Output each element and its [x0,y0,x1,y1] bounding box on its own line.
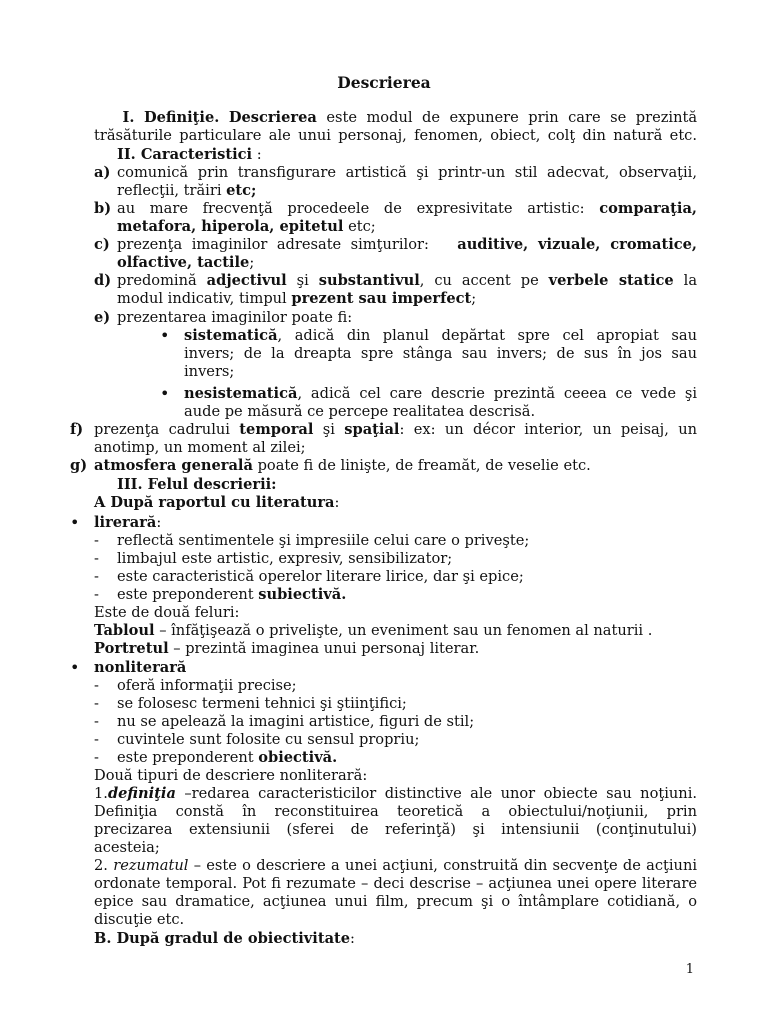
nonliterary-label: nonliterară [94,659,187,676]
kinds-line: Este de două feluri: [94,604,240,621]
item-label-f: f) [70,421,84,438]
page-number: 1 [685,962,694,977]
dash-marker: - [94,586,99,603]
list-item: este caracteristică operelor literare lirice, dar şi epice; [117,568,524,585]
item-label-e: e) [94,309,111,326]
bullet-icon: • [70,513,80,532]
definition-heading: Definiţie. [143,109,220,126]
section-number: I. [122,109,135,126]
dash-marker: - [94,695,99,712]
definition-line-2: trăsăturile particulare ale unui personaj, fenomen, obiect, colţ din natură etc. [94,127,697,144]
item-g-line-1: atmosfera generală poate fi de linişte, de freamăt, de veselie etc. [94,457,591,474]
item-e-line-1: prezentarea imaginilor poate fi: [117,309,353,326]
bullet-nesistematica-line-2: aude pe măsură ce percepe realitatea descrisă. [184,403,536,420]
dash-marker: - [94,532,99,549]
subheading-a: A După raportul cu literatura: [94,494,340,511]
bullet-sistematica-line-2: invers; de la dreapta spre stânga sau invers; de sus în jos sau [184,345,697,362]
portret-line: Portretul – prezintă imaginea unui personaj literar. [94,640,480,657]
definition-term: Descrierea [228,109,317,126]
dash-marker: - [94,731,99,748]
item-b-line-1: au mare frecvenţă procedeele de expresivitate artistic: comparaţia, [117,200,697,217]
definition-line-1 [94,109,697,127]
item-label-d: d) [94,272,112,289]
dash-marker: - [94,550,99,567]
summary-type-line-4: discuţie etc. [94,911,185,928]
bullet-nesistematica-line-1: nesistematică, adică cel care descrie prezintă ceeea ce vede şi [184,385,697,402]
list-item: limbajul este artistic, expresiv, sensibilizator; [117,550,453,567]
tablou-line: Tabloul – înfăţişează o privelişte, un eveniment sau un fenomen al naturii . [94,622,653,639]
summary-type-line-3: epice sau dramatice, acţiunea unui film, precum şi o întâmplare cotidiană, o [94,893,697,910]
page-title: Descrierea [337,73,431,92]
item-d-line-2: modul indicativ, timpul prezent sau imperfect; [117,290,477,307]
item-label-a: a) [94,164,111,181]
item-c-line-1: prezenţa imaginilor adresate simţurilor: auditive, vizuale, cromatice, [117,236,697,253]
list-item: oferă informaţii precise; [117,677,297,694]
bullet-sistematica-line-3: invers; [184,363,235,380]
item-label-b: b) [94,200,112,217]
definition-type-line-1: 1.definiţia –redarea caracteristicilor distinctive ale unor obiecte sau noţiuni. [94,785,697,802]
list-item: reflectă sentimentele şi impresiile celui care o priveşte; [117,532,530,549]
list-item: este preponderent subiectivă. [117,586,347,603]
summary-type-line-1: 2. rezumatul – este o descriere a unei acţiuni, construită din secvenţe de acţiuni [94,857,698,874]
item-c-line-2: olfactive, tactile; [117,254,255,271]
bullet-icon: • [70,658,80,677]
bullet-icon: • [160,326,170,345]
definition-text: este modul de expunere prin care se prezintă [326,109,698,126]
item-a-line-2: reflecţii, trăiri etc; [117,182,257,199]
definition-type-line-4: acesteia; [94,839,160,856]
item-label-g: g) [70,457,88,474]
dash-marker: - [94,677,99,694]
list-item: nu se apelează la imagini artistice, figuri de stil; [117,713,475,730]
item-a-line-1: comunică prin transfigurare artistică şi printr-un stil adecvat, observaţii, [117,164,697,181]
item-b-line-2: metafora, hiperola, epitetul etc; [117,218,376,235]
item-label-c: c) [94,236,110,253]
summary-type-line-2: ordonate temporal. Pot fi rezumate – deci descrise – acţiunea unei opere literare [94,875,697,892]
subheading-b: B. După gradul de obiectivitate: [94,930,355,947]
types-heading: III. Felul descrierii: [117,476,277,493]
item-d-line-1: predomină adjectivul şi substantivul, cu accent pe verbele statice la [117,272,698,289]
dash-marker: - [94,749,99,766]
item-f-line-2: anotimp, un moment al zilei; [94,439,306,456]
characteristics-heading: II. Caracteristici : [117,146,262,163]
dash-marker: - [94,568,99,585]
list-item: se folosesc termeni tehnici şi ştiinţifici; [117,695,407,712]
list-item: este preponderent obiectivă. [117,749,338,766]
nonliterary-types-line: Două tipuri de descriere nonliterară: [94,767,368,784]
bullet-icon: • [160,384,170,403]
list-item: cuvintele sunt folosite cu sensul propriu; [117,731,420,748]
definition-type-line-3: precizarea extensiunii (sferei de referinţă) şi intensiunii (conţinutului) [94,821,697,838]
item-f-line-1: prezenţa cadrului temporal şi spaţial: ex: un décor interior, un peisaj, un [94,421,697,438]
bullet-sistematica-line-1: sistematică, adică din planul depărtat spre cel apropiat sau [184,327,697,344]
literary-label: lirerară: [94,514,162,531]
definition-type-line-2: Definiţia constă în reconstituirea teoretică a obiectului/noţiunii, prin [94,803,697,820]
dash-marker: - [94,713,99,730]
